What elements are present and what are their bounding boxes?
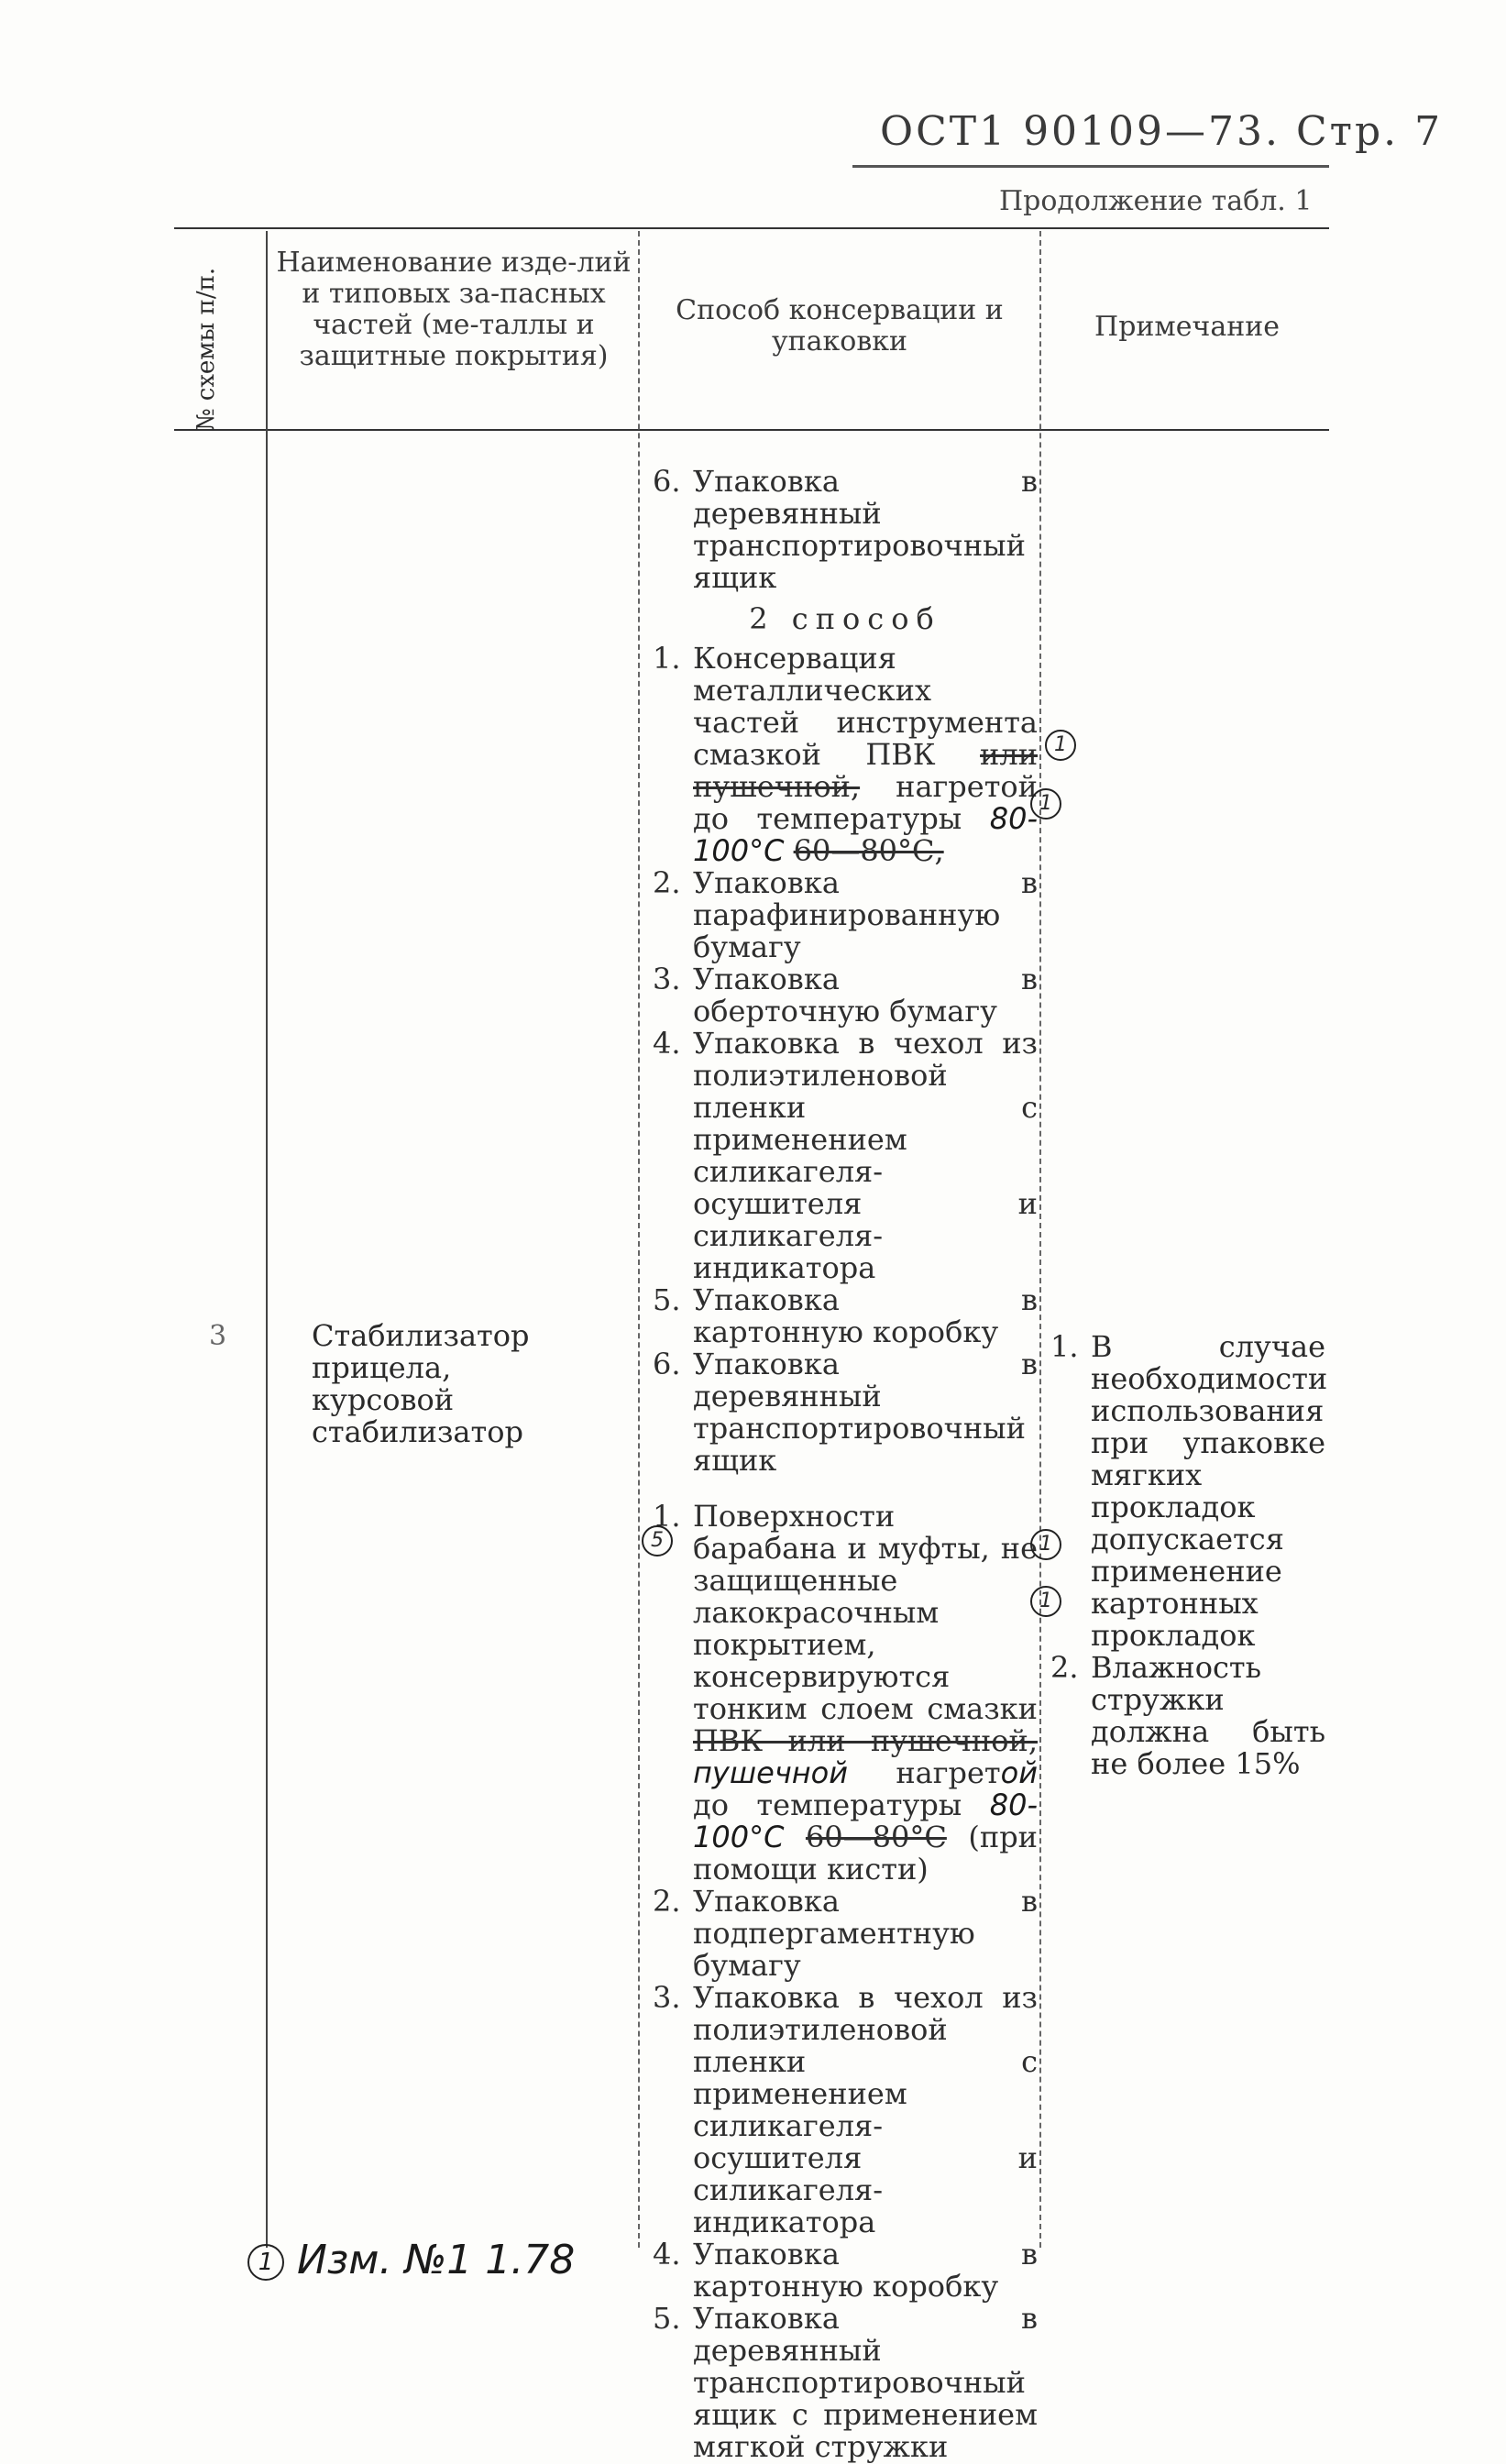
product-name: Стабилизатор прицела, курсовой стабилизатор <box>312 1318 530 1449</box>
handwritten-correction: 80-100°С <box>693 1788 1039 1854</box>
revision-mark: 1 <box>1030 1586 1061 1617</box>
list-item: 6. Упаковка в деревянный транспортировочный ящик <box>653 1347 1038 1478</box>
struck-text: 60—80°С <box>805 1820 947 1854</box>
list-item: 3. Упаковка в оберточную бумагу <box>653 962 1038 1028</box>
list-item: 4. Упаковка в чехол из полиэтиленовой пленки с применением силикагеля-осушителя и силикагеля-индикатора <box>653 1026 1038 1285</box>
handwritten-correction: 80-100°С <box>693 801 1039 868</box>
list-item: 4. Упаковка в картонную коробку <box>653 2237 1038 2304</box>
list-item: 3. Упаковка в чехол из полиэтиленовой пленки с применением силикагеля-осушителя и силикагеля-индикатора <box>653 1980 1038 2239</box>
handwritten-footer-note: 1 Изм. №1 1.78 <box>247 2237 575 2283</box>
header-cell-number: № схемы п/п. <box>192 267 220 432</box>
row-number: 3 <box>209 1320 227 1352</box>
col-divider-1 <box>266 231 268 2248</box>
list-item: 2. Влажность стружки должна быть не более 15% <box>1050 1650 1325 1781</box>
list-item: 1. Поверхности барабана и муфты, не защищенные лакокрасочным покрытием, консервируются тонким слоем смазки ПВК или пушечной, пушечной нагретой до температуры 80-100°С 60—80°С (при помощи кисти) <box>653 1499 1039 1886</box>
struck-text: ПВК или пушечной, <box>693 1723 1038 1758</box>
struck-text: или пушечной, <box>693 737 1039 804</box>
table-continuation-label: Продолжение табл. 1 <box>999 185 1313 217</box>
table-top-rule <box>174 227 1329 229</box>
revision-mark: 1 <box>1030 1529 1061 1560</box>
col-divider-2 <box>638 231 640 2248</box>
revision-mark: 1 <box>1030 788 1061 820</box>
list-item: 1. В случае необходимости использования при упаковке мягких прокладок допускается применение картонных прокладок <box>1050 1329 1328 1653</box>
list-item: 1. Консервация металлических частей инструмента смазкой ПВК или пушечной, нагретой до температуры 80-100°С 60—80°С, <box>653 641 1039 868</box>
header-cell-method: Способ консервации и упаковки <box>676 294 1004 358</box>
page-header-title: ОСТ1 90109—73. Стр. 7 <box>880 108 1444 155</box>
list-item: 2. Упаковка в парафинированную бумагу <box>653 865 1038 964</box>
list-item: 2. Упаковка в подпергаментную бумагу <box>653 1884 1038 1983</box>
header-cell-note: Примечание <box>1094 311 1280 343</box>
handwritten-correction: пушечной <box>693 1755 849 1790</box>
header-underline <box>852 165 1329 168</box>
table-header-bottom-rule <box>174 429 1329 431</box>
note-column <box>1050 1329 1328 1781</box>
revision-mark: 5 <box>642 1525 673 1556</box>
list-item: 5. Упаковка в картонную коробку <box>653 1282 1038 1349</box>
handwritten-correction: ой <box>1000 1755 1038 1790</box>
list-item: 6. Упаковка в деревянный транспортировочный ящик <box>653 464 1038 595</box>
method-subtitle: 2 способ <box>749 601 941 636</box>
method-column <box>653 466 1038 2463</box>
col-divider-3 <box>1039 231 1041 2248</box>
struck-text: 60—80°С, <box>793 833 944 868</box>
list-item: 5. Упаковка в деревянный транспортировочный ящик с применением мягкой стружки <box>653 2301 1038 2464</box>
header-cell-name: Наименование изде-лий и типовых за-пасных частей (ме-таллы и защитные покрытия) <box>276 247 632 372</box>
revision-mark: 1 <box>1045 730 1076 761</box>
